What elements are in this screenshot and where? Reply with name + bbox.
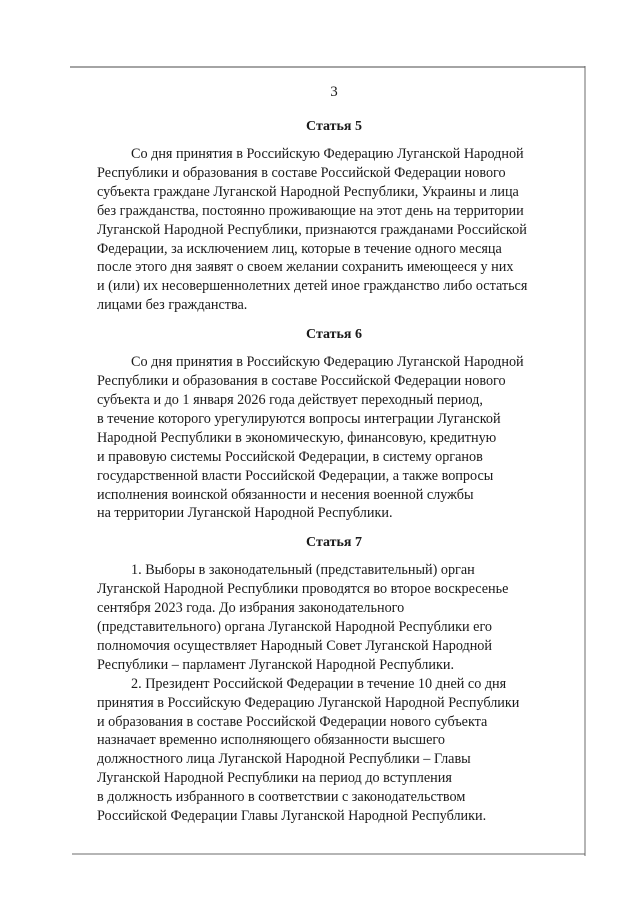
article-7-paragraph-2: 2. Президент Российской Федерации в течение 10 дней со дня принятия в Российскую Федерацию Луганской Народной Республики и образования в составе Российской Федерации нового субъекта назначает временно исполняющего обязанности высшего должностного лица Луганской Народной Республики – Главы Луганской Народной Республики на период до вступления в должность избранного в соответствии с законодательством Российской Федерации Главы Луганской Народной Республики. [97, 675, 520, 825]
document-page [97, 82, 571, 826]
article-5 [97, 117, 571, 315]
page-number: 3 [330, 84, 338, 100]
article-7-paragraph-1: 1. Выборы в законодательный (представительный) орган Луганской Народной Республики проводятся во второе воскресенье сентября 2023 года. До избрания законодательного (представительного) органа Луганской Народной Республики его полномочия осуществляет Народный Совет Луганской Народной Республики – парламент Луганской Народной Республики. [97, 562, 509, 673]
article-6-text: Со дня принятия в Российскую Федерацию Луганской Народной Республики и образования в составе Российской Федерации нового субъекта и до 1 января 2026 года действует переходный период, в течение которого урегулируются вопросы интеграции Луганской Народной Республики в экономическую, финансовую, кредитную и правовую системы Российской Федерации, в систему органов государственной власти Российской Федерации, а также вопросы исполнения воинской обязанности и несения военной службы на территории Луганской Народной Республики. [97, 354, 524, 522]
article-6 [97, 325, 571, 523]
page-frame-top-line [70, 66, 585, 68]
article-5-text: Со дня принятия в Российскую Федерацию Луганской Народной Республики и образования в составе Российской Федерации нового субъекта граждане Луганской Народной Республики, Украины и лица без гражданства, постоянно проживающие на этот день на территории Луганской Народной Республики, признаются гражданами Российской Федерации, за исключением лиц, которые в течение одного месяца после этого дня заявят о своем желании сохранить имеющееся у них и (или) их несовершеннолетних детей иное гражданство либо остаться лицами без гражданства. [97, 146, 528, 314]
article-7 [97, 533, 571, 826]
page-frame-right-line [584, 66, 586, 856]
article-6-title: Статья 6 [306, 327, 362, 343]
page-frame-bottom-line [72, 853, 585, 855]
article-5-title: Статья 5 [306, 119, 362, 134]
article-7-title: Статья 7 [306, 535, 362, 551]
